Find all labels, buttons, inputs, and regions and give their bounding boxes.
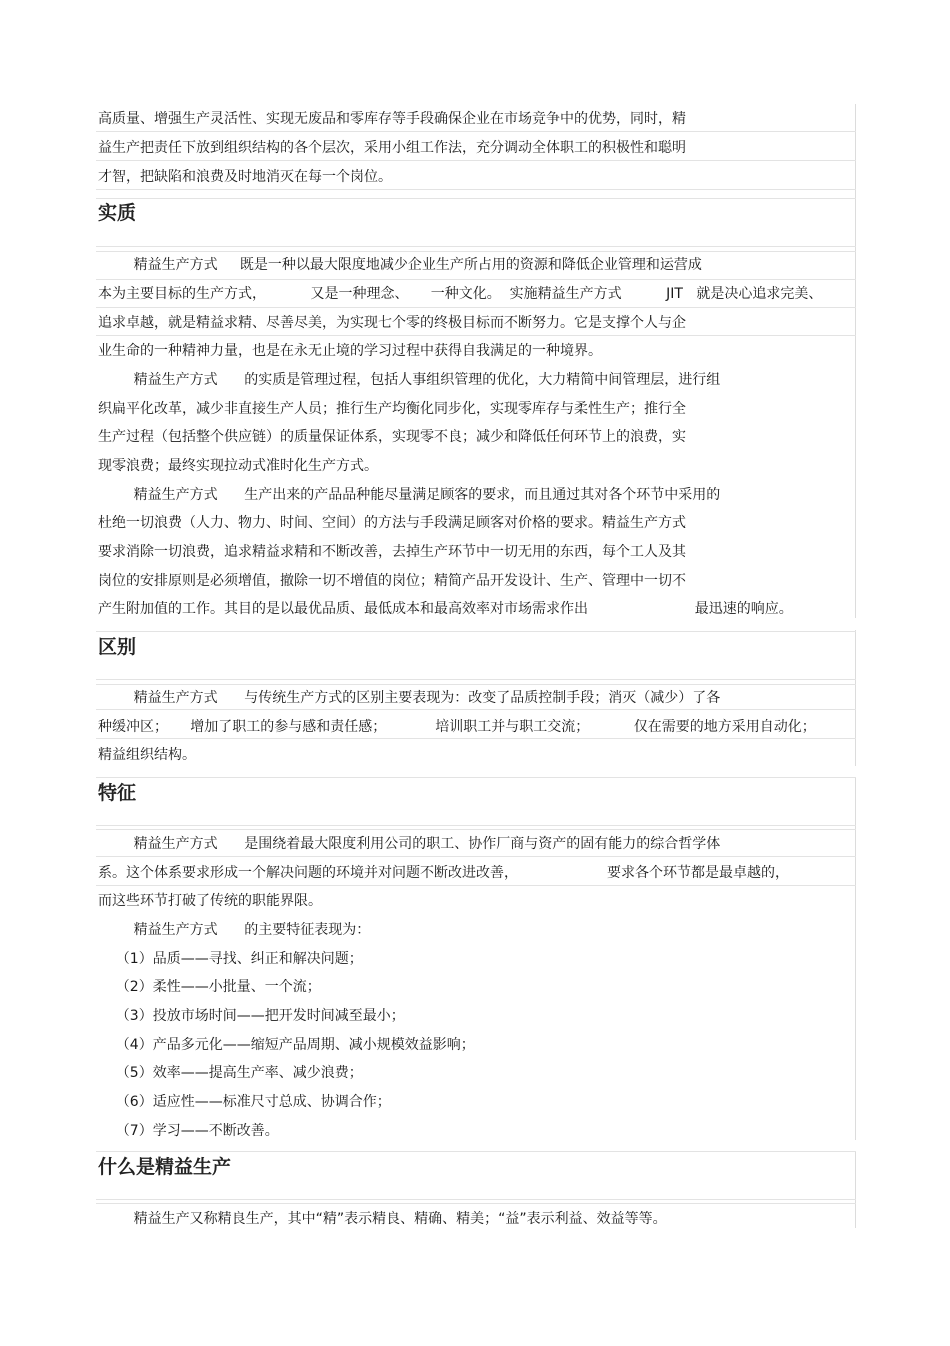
features-line: 精益生产方式 是围绕着最大限度利用公司的职工、协作厂商与资产的固有能力的综合哲学体 [98,836,721,852]
essence-line: 产生附加值的工作。其目的是以最优品质、最低成本和最高效率对市场需求作出 最迅速的响应。 [98,601,793,617]
what-is-line: 精益生产又称精良生产，其中“精”表示精良、精确、精美；“益”表示利益、效益等等。 [98,1211,667,1227]
essence-line: 精益生产方式 的实质是管理过程，包括人事组织管理的优化，大力精简中间管理层，进行组 [98,372,721,388]
rule [96,246,856,247]
essence-line: 岗位的安排原则是必须增值，撤除一切不增值的岗位；精简产品开发设计、生产、管理中一切不 [98,573,686,589]
essence-line: 精益生产方式 既是一种以最大限度地减少企业生产所占用的资源和降低企业管理和运营成 [98,257,702,273]
essence-line: 本为主要目标的生产方式， 又是一种理念、 一种文化。 实施精益生产方式 JIT 就是决心追求完美、 [98,286,823,302]
rule [96,279,856,280]
rule [96,1203,856,1204]
intro-line: 才智，把缺陷和浪费及时地消灭在每一个岗位。 [98,169,392,185]
rule [96,679,856,680]
essence-line: 杜绝一切浪费（人力、物力、时间、空间）的方法与手段满足顾客对价格的要求。精益生产方式 [98,515,686,531]
rule [96,885,856,886]
rule [96,335,856,336]
rule [96,1199,856,1200]
rule [96,198,856,199]
table-border-right-2 [855,630,856,766]
section-heading-features: 特征 [98,782,137,804]
feature-list-item: （7）学习——不断改善。 [98,1123,279,1139]
table-border-right-4 [855,1152,856,1228]
feature-list-item: （6）适应性——标准尺寸总成、协调合作； [98,1094,391,1110]
table-border-right-1 [855,104,856,618]
section-heading-essence: 实质 [98,202,137,224]
rule [96,251,856,252]
features-line: 精益生产方式 的主要特征表现为： [98,922,371,938]
difference-line: 精益组织结构。 [98,747,196,763]
rule [96,160,856,161]
intro-line: 益生产把责任下放到组织结构的各个层次，采用小组工作法，充分调动全体职工的积极性和聪明 [98,140,686,156]
rule [96,738,856,739]
section-heading-difference: 区别 [98,636,137,658]
essence-line: 精益生产方式 生产出来的产品品种能尽量满足顾客的要求，而且通过其对各个环节中采用的 [98,487,721,503]
features-line: 系。这个体系要求形成一个解决问题的环境并对问题不断改进改善， 要求各个环节都是最卓越的， [98,865,790,881]
rule [96,825,856,826]
essence-line: 要求消除一切浪费，追求精益求精和不断改善，去掉生产环节中一切无用的东西，每个工人及其 [98,544,686,560]
rule [96,856,856,857]
features-line: 而这些环节打破了传统的职能界限。 [98,893,322,909]
rule [96,829,856,830]
difference-line: 精益生产方式 与传统生产方式的区别主要表现为：改变了品质控制手段；消灭（减少）了各 [98,690,721,706]
intro-line: 高质量、增强生产灵活性、实现无废品和零库存等手段确保企业在市场竞争中的优势，同时，精 [98,111,686,127]
section-heading-what-is: 什么是精益生产 [98,1156,232,1178]
essence-line: 生产过程（包括整个供应链）的质量保证体系，实现零不良；减少和降低任何环节上的浪费，实 [98,429,686,445]
table-border-right-3 [855,778,856,1140]
rule [96,777,856,778]
rule [96,189,856,190]
rule [96,709,856,710]
rule [96,307,856,308]
essence-line: 现零浪费；最终实现拉动式准时化生产方式。 [98,458,378,474]
essence-line: 追求卓越，就是精益求精、尽善尽美，为实现七个零的终极目标而不断努力。它是支撑个人与企 [98,315,686,331]
rule [96,631,856,632]
essence-line: 织扁平化改革，减少非直接生产人员；推行生产均衡化同步化，实现零库存与柔性生产；推行全 [98,401,686,417]
feature-list-item: （2）柔性——小批量、一个流； [98,979,321,995]
feature-list-item: （5）效率——提高生产率、减少浪费； [98,1065,363,1081]
feature-list-item: （1）品质——寻找、纠正和解决问题； [98,951,363,967]
feature-list-item: （4）产品多元化——缩短产品周期、减小规模效益影响； [98,1037,475,1053]
rule [96,131,856,132]
rule [96,684,856,685]
essence-line: 业生命的一种精神力量，也是在永无止境的学习过程中获得自我满足的一种境界。 [98,343,602,359]
feature-list-item: （3）投放市场时间——把开发时间减至最小； [98,1008,405,1024]
rule [96,1151,856,1152]
difference-line: 种缓冲区； 增加了职工的参与感和责任感； 培训职工并与职工交流； 仅在需要的地方采用自动化； [98,719,816,735]
